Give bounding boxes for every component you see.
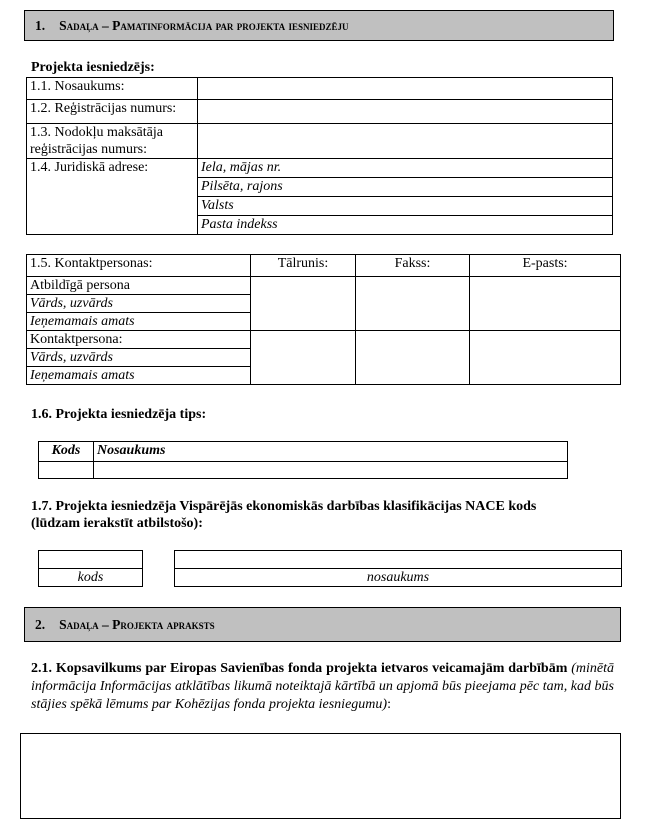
tax-number-label: 1.3. Nodokļu maksātāja reģistrācijas numurs:	[27, 124, 198, 159]
address-postcode[interactable]: Pasta indekss	[198, 216, 613, 235]
summary-number: 2.1.	[31, 661, 52, 676]
contact-fax-field[interactable]	[356, 331, 470, 385]
legal-address-label: 1.4. Juridiskā adrese:	[27, 159, 198, 235]
summary-italic-text: (minētā informācija Informācijas atklātības likumā noteiktajā kārtībā un apjomā būs pieejama pēc tam, kad būs stājies spēkā lēmums par Kohēzijas fonda projekta iesniegumu)	[31, 661, 615, 712]
section-2-number: 2.	[35, 616, 46, 632]
contact-email-field[interactable]	[470, 331, 621, 385]
type-name-header: Nosaukums	[94, 442, 568, 462]
nace-code-field[interactable]	[38, 550, 143, 569]
reg-number-field[interactable]	[198, 100, 613, 124]
applicant-type-table	[38, 441, 568, 479]
nace-heading-line1: 1.7. Projekta iesniedzēja Vispārējās ekonomiskās darbības klasifikācijas NACE kods	[31, 499, 537, 514]
applicant-heading: Projekta iesniedzējs:	[31, 60, 155, 75]
responsible-position-field[interactable]: Ieņemamais amats	[27, 313, 251, 331]
nace-name-field[interactable]	[174, 550, 622, 569]
section-2-title: Sadaļa – Projekta apraksts	[59, 616, 215, 632]
section-1-title: Sadaļa – Pamatinformācija par projekta iesniedzēju	[59, 17, 349, 33]
email-header: E-pasts:	[470, 255, 621, 277]
reg-number-label: 1.2. Reģistrācijas numurs:	[27, 100, 198, 124]
type-name-field[interactable]	[94, 462, 568, 479]
name-label: 1.1. Nosaukums:	[27, 78, 198, 100]
summary-bold-text: Kopsavilkums par Eiropas Savienības fonda projekta ietvaros veicamajām darbībām	[55, 661, 568, 676]
summary-textarea[interactable]	[20, 733, 621, 819]
nace-name-label: nosaukums	[174, 568, 622, 587]
fax-header: Fakss:	[356, 255, 470, 277]
summary-tail: :	[387, 697, 391, 712]
section-1-number: 1.	[35, 17, 46, 33]
responsible-name-field[interactable]: Vārds, uzvārds	[27, 295, 251, 313]
responsible-email-field[interactable]	[470, 277, 621, 331]
contact-position-field[interactable]: Ieņemamais amats	[27, 367, 251, 385]
contacts-table	[26, 254, 621, 385]
applicant-table	[26, 77, 613, 235]
contact-phone-field[interactable]	[251, 331, 356, 385]
phone-header: Tālrunis:	[251, 255, 356, 277]
type-code-field[interactable]	[39, 462, 94, 479]
responsible-phone-field[interactable]	[251, 277, 356, 331]
contacts-header: 1.5. Kontaktpersonas:	[27, 255, 251, 277]
applicant-type-heading: 1.6. Projekta iesniedzēja tips:	[31, 407, 207, 422]
summary-heading	[31, 660, 614, 714]
address-country[interactable]: Valsts	[198, 197, 613, 216]
contact-person-label: Kontaktpersona:	[27, 331, 251, 349]
name-field[interactable]	[198, 78, 613, 100]
nace-code-label: kods	[38, 568, 143, 587]
nace-heading-line2: (lūdzam ierakstīt atbilstošo):	[31, 516, 203, 531]
section-1-header	[24, 10, 614, 41]
section-2-header	[24, 607, 621, 642]
nace-heading	[31, 498, 626, 532]
address-street[interactable]: Iela, mājas nr.	[198, 159, 613, 178]
tax-number-field[interactable]	[198, 124, 613, 159]
responsible-person-label: Atbildīgā persona	[27, 277, 251, 295]
responsible-fax-field[interactable]	[356, 277, 470, 331]
address-city[interactable]: Pilsēta, rajons	[198, 178, 613, 197]
contact-name-field[interactable]: Vārds, uzvārds	[27, 349, 251, 367]
type-code-header: Kods	[39, 442, 94, 462]
